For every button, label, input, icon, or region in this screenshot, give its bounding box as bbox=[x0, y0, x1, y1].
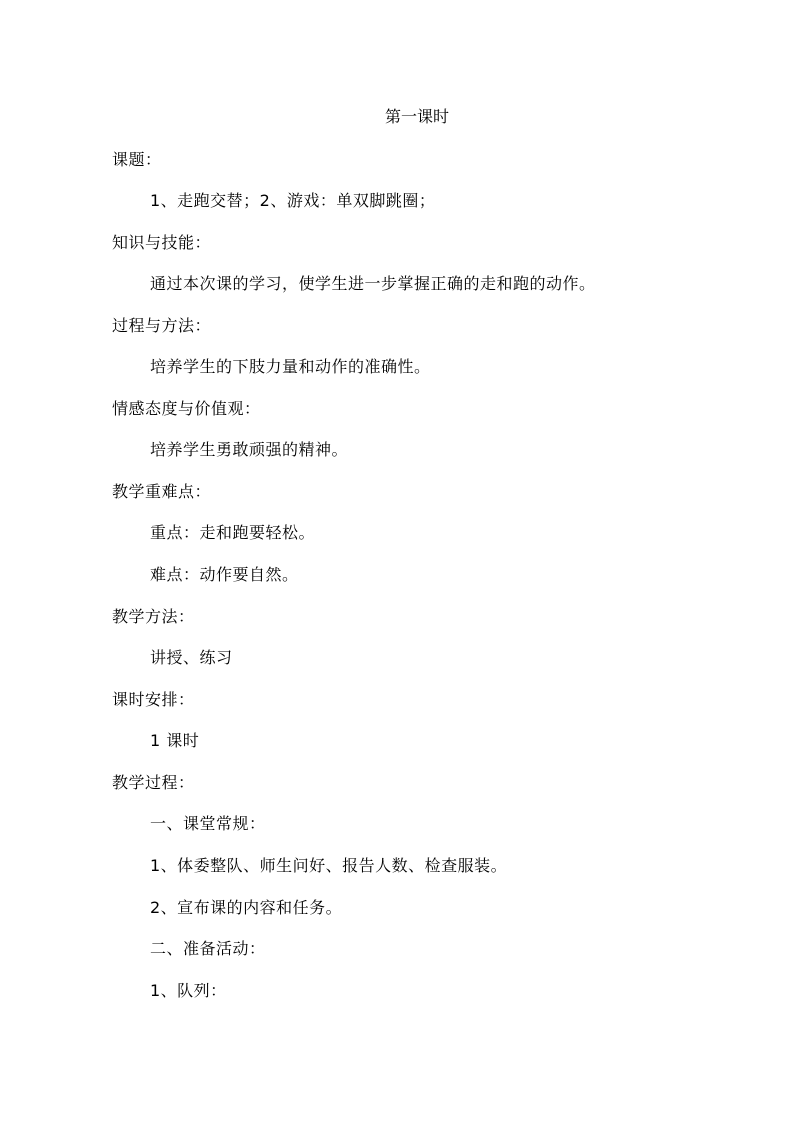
heading-teaching-method: 教学方法： bbox=[112, 607, 195, 626]
heading-key-difficult-points: 教学重难点： bbox=[112, 482, 212, 501]
heading-process-method: 过程与方法： bbox=[112, 316, 212, 335]
process-method-content: 培养学生的下肢力量和动作的准确性。 bbox=[150, 357, 431, 376]
attitude-values-content: 培养学生勇敢顽强的精神。 bbox=[150, 440, 349, 459]
warmup-step-1: 1、队列： bbox=[150, 981, 227, 1000]
heading-knowledge-skills: 知识与技能： bbox=[112, 233, 212, 252]
heading-topic: 课题： bbox=[112, 150, 162, 169]
topic-content: 1、走跑交替；2、游戏：单双脚跳圈； bbox=[150, 191, 436, 210]
routine-step-2: 2、宣布课的内容和任务。 bbox=[150, 898, 343, 917]
knowledge-skills-content: 通过本次课的学习，使学生进一步掌握正确的走和跑的动作。 bbox=[150, 274, 596, 293]
page-title: 第一课时 bbox=[384, 107, 449, 126]
key-point: 重点：走和跑要轻松。 bbox=[150, 523, 316, 542]
heading-teaching-process: 教学过程： bbox=[112, 773, 195, 792]
section-routine: 一、课堂常规： bbox=[150, 814, 266, 833]
heading-attitude-values: 情感态度与价值观： bbox=[112, 399, 261, 418]
difficult-point: 难点：动作要自然。 bbox=[150, 565, 299, 584]
teaching-method-content: 讲授、练习 bbox=[150, 648, 233, 667]
schedule-content: 1 课时 bbox=[150, 731, 200, 750]
heading-schedule: 课时安排： bbox=[112, 690, 195, 709]
routine-step-1: 1、体委整队、师生问好、报告人数、检查服装。 bbox=[150, 856, 508, 875]
section-warmup: 二、准备活动： bbox=[150, 939, 266, 958]
